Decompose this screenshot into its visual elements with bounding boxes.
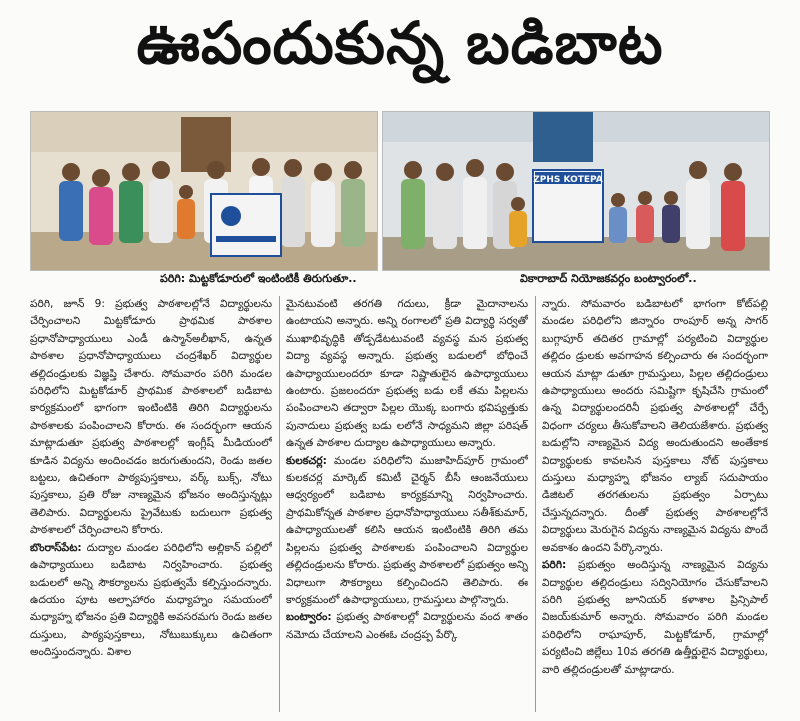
paragraph [30,540,272,662]
paragraph-text: మండల పరిధిలోని ముజాహిద్‌పూర్ గ్రామంలో కులకచర్ల మార్కెట్ కమిటీ చైర్మన్ బీసీ ఆంజనేయులు ఆధ్వర్యంలో బడిబాట కార్యక్రమాన్ని నిర్వహించారు. ప్రాథమికోన్నత పాఠశాల ప్రధానోపాధ్యాయులు సతీశ్‌కుమార్, ఉపాధ్యాయులతో కలిసి ఆయన ఇంటింటికి తిరిగి తమ పిల్లలను ప్రభుత్వ పాఠశాలకు పంపించాలని విద్యార్థుల తల్లిదండ్రులను కోరారు. ప్రభుత్వ పాఠశాలలో ప్రభుత్వం అన్ని విధాలుగా సౌకర్యాలు కల్పించిందని తెలిపారు. ఈ కార్యక్రమంలో ఉపాధ్యాయులు, గ్రామస్తులు పాల్గొన్నారు. [286,454,528,606]
headline: ఊపందుకున్న బడిబాట [136,8,664,77]
column-divider [279,296,280,712]
paragraph-text: పరిగి, జూన్ 9: ప్రభుత్వ పాఠశాలల్లోనే విద్యార్థులను చేర్పించాలని మిట్టకోడూరు ప్రాథమిక పాఠశాల ప్రధానోపాధ్యాయులు ఎండీ ఉస్మాన్‌అలీఖాన్, ఉన్నత పాఠశాల ప్రధానోపాధ్యాయులు చంద్రశేఖర్ విద్యార్థుల తల్లిదండ్రులకు విజ్ఞప్తి చేశారు. సోమవారం పరిగి మండల పరిధిలోని మిట్టకోడూర్ ప్రాథమిక పాఠశాలలో బడిబాట కార్యక్రమంలో భాగంగా ఇంటింటికి తిరిగి విద్యార్థులను పాఠశాలకు పంపించాలని కోరారు. ఈ సందర్భంగా ఆయన మాట్లాడుతూ ప్రభుత్వ పాఠశాలల్లో ఇంగ్లీష్ మీడియంలో కూడిన విద్యను అందించడం జరుగుతుందని, రెండు జతల బట్టలు, ఉచితంగా పాఠ్యపుస్తకాలు, వర్క్ బుక్స్, నోటు పుస్తకాలు, ప్రతి రోజు నాణ్యమైన భోజనం అందిస్తున్నట్లు తెలిపారు. విద్యార్థులను ప్రైవేటుకు బదులుగా ప్రభుత్వ పాఠశాలలో చేర్పించాలని కోరారు. [30,298,272,537]
photo-right-image [383,112,769,270]
photo-right [382,111,770,271]
paragraph [286,453,528,610]
paragraph-text: మైనటువంటి తరగతి గదులు, క్రీడా మైదానాలను ఉంటాయని అన్నారు. అన్ని రంగాలలో ప్రతి విద్యార్థి సర్వతో ముఖాభివృద్ధికి తోడ్పడేటటువంటి వ్యవస్థ మన ప్రభుత్వ విద్యా వ్యవస్థ అన్నారు. ప్రభుత్వ బడులలో బోధించే ఉపాధ్యాయులందరూ కూడా నిష్ణాతులైన ఉపాధ్యాయులు ఉంటారు. ప్రజలందరూ ప్రభుత్వ బడు లకే తమ పిల్లలను పంపించాలని తద్వారా పిల్లల యొక్క బంగారు భవిష్యత్తుకు పునాదులు ప్రభుత్వ బడు లలోనే సాధ్యమని జిల్లా పరిషత్ ఉన్నత పాఠశాల దుద్యాల ఉపాధ్యాయులు అన్నారు. [286,298,528,450]
dateline: బొంరాస్‌పేట: [30,541,82,554]
dateline: కులకచర్ల: [286,454,327,467]
dateline: పరిగి: [542,559,567,572]
paragraph [30,296,272,540]
caption-right: వికారాబాద్ నియోజకవర్గం బంట్వారంలో.. [520,272,697,285]
dateline: బంట్వారం: [286,611,332,624]
photo-left-image [31,112,377,270]
paragraph-text: న్నారు. సోమవారం బడిబాటలో భాగంగా కోట్‌పల్లి మండల పరిధిలోని జిన్నారం రాంపూర్ అన్న సాగర్ బుగ్గాపూర్ తదితర గ్రామాల్లో పర్యటించి విద్యార్థుల తల్లిదం డ్రులకు అవగాహన కల్పించారు ఈ సందర్భంగా ఆయన మాట్లా డుతూ గ్రామస్తులు, పిల్లల తల్లిదండ్రులు ఉపాధ్యాయులు అందరు సమిష్టిగా కృషిచేసి గ్రామంలో ఉన్న విద్యార్థులందరినీ ప్రభుత్వ పాఠశాలల్లో చేర్పే విధంగా చర్యలు తీసుకోవాలని తెలియజేశారు. ప్రభుత్వ బడుల్లోని నాణ్యమైన విద్య అందుతుందని అంతేకాక విద్యార్థులకు కావలసిన పుస్తకాలు నోట్ పుస్తకాలు దుస్తులు మధ్యాహ్న భోజనం ల్యాబ్ సదుపాయం డిజిటల్ తరగతులను ప్రభుత్వం ఏర్పాటు చేస్తున్నదన్నారు. దీంతో ప్రభుత్వ పాఠశాలల్లోనే విద్యార్థులు మెరుగైన విద్యను నాణ్యమైన విద్యను పొందే అవకాశం ఉందని పేర్కొన్నారు. [542,298,768,554]
article-column-2 [286,296,528,716]
article-column-1 [30,296,272,716]
paragraph [542,557,768,679]
paragraph [542,296,768,557]
banner-text: ZPHS KOTEPA [533,175,603,185]
paragraph-text: దుద్యాల మండల పరిధిలోని అల్లికాన్ పల్లిలో ఉపాధ్యాయులు బడిబాట నిర్వహించారు. ప్రభుత్వ బడులలో అన్ని సౌకర్యాలను ప్రభుత్వమే కల్పిస్తుందన్నారు. ఉదయం పూట అల్పాహారం మధ్యాహ్నం సమయంలో మధ్యాహ్న భోజనం ప్రతి విద్యార్థికి అవసరమగు రెండు జతల దుస్తులు, పాఠ్యపుస్తకాలు, నోటుబుక్కులు ఉచితంగా అందిస్తుందన్నారు. విశాల [30,541,272,659]
article-column-3 [542,296,768,716]
paragraph [286,609,528,644]
photo-left [30,111,378,271]
paragraph-text: ప్రభుత్వ పాఠశాలల్లో విద్యార్థులను వంద శాతం నమోదు చేయాలని ఎంఈఓ చంద్రప్ప పేర్కొ [286,611,528,641]
caption-left: పరిగి: మిట్టకోడూరులో ఇంటింటికీ తిరుగుతూ.. [160,272,357,285]
paragraph-text: ప్రభుత్వం అందిస్తున్న నాణ్యమైన విద్యను విద్యార్థుల తల్లిదండ్రులు సద్వినియోగం చేసుకోవాలని పరిగి ప్రభుత్వ జూనియర్ కళాశాల ప్రిన్సిపాల్ విజయ్‌కుమార్ అన్నారు. సోమవారం పరిగి మండల పరిధిలోని రాఘాపూర్, మిట్టకోడూర్, గ్రామాల్లో పర్యటించి జిల్లేలు 10వ తరగతి ఉత్తీర్ణులైన విద్యార్థులు, వారి తల్లిదండ్రులతో మాట్లాడారు. [542,559,768,676]
column-divider [535,296,536,712]
paragraph [286,296,528,453]
